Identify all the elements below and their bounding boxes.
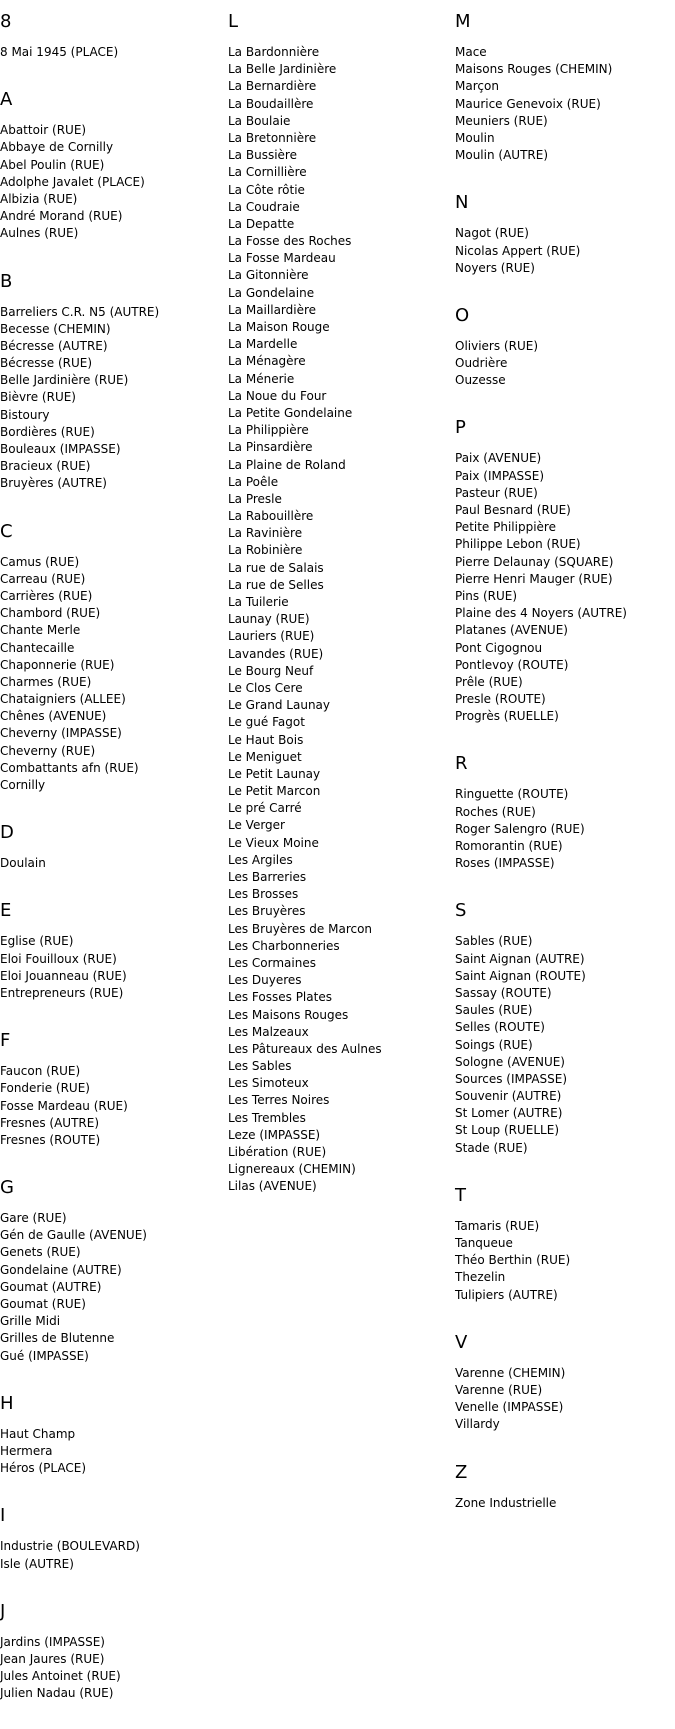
street-link[interactable]: Les Maisons Rouges bbox=[228, 1007, 349, 1022]
street-link[interactable]: La Maillardière bbox=[228, 302, 317, 317]
street-link[interactable]: Meuniers (RUE) bbox=[455, 113, 548, 128]
letter-section bbox=[455, 10, 667, 164]
street-link[interactable]: La Bernardière bbox=[228, 79, 317, 94]
street-link[interactable]: Sables (RUE) bbox=[455, 934, 533, 949]
section-letter-heading: Z bbox=[455, 1461, 468, 1483]
street-link[interactable]: Becesse (CHEMIN) bbox=[0, 321, 111, 336]
street-link[interactable]: Sologne (AVENUE) bbox=[455, 1054, 565, 1069]
street-link[interactable]: Presle (ROUTE) bbox=[455, 692, 546, 707]
street-link[interactable]: Les Bruyères de Marcon bbox=[228, 921, 373, 936]
street-list bbox=[0, 304, 212, 493]
street-list bbox=[0, 1426, 212, 1478]
street-link[interactable]: Théo Berthin (RUE) bbox=[455, 1253, 571, 1268]
street-link[interactable]: La Cornillière bbox=[228, 165, 307, 180]
street-link[interactable]: Roger Salengro (RUE) bbox=[455, 821, 585, 836]
street-link[interactable]: La Coudraie bbox=[228, 199, 300, 214]
street-link[interactable]: Paix (AVENUE) bbox=[455, 451, 542, 466]
street-link[interactable]: Chataigniers (ALLEE) bbox=[0, 692, 126, 707]
street-link[interactable]: St Loup (RUELLE) bbox=[455, 1123, 560, 1138]
street-link[interactable]: St Lomer (AUTRE) bbox=[455, 1106, 563, 1121]
street-link[interactable]: Les Terres Noires bbox=[228, 1093, 330, 1108]
street-link[interactable]: La Fosse des Roches bbox=[228, 234, 352, 249]
street-link[interactable]: La Côte rôtie bbox=[228, 182, 305, 197]
street-link[interactable]: Cornilly bbox=[0, 778, 46, 792]
street-link[interactable]: Saules (RUE) bbox=[455, 1003, 533, 1018]
street-link[interactable]: Cheverny (IMPASSE) bbox=[0, 726, 122, 741]
street-link[interactable]: Nagot (RUE) bbox=[455, 226, 529, 241]
street-link[interactable]: Marçon bbox=[455, 79, 499, 94]
street-link[interactable]: La Pinsardière bbox=[228, 440, 313, 455]
street-link[interactable]: Charmes (RUE) bbox=[0, 674, 92, 689]
street-list bbox=[455, 786, 667, 872]
letter-section bbox=[0, 1600, 212, 1703]
street-link[interactable]: Le Bourg Neuf bbox=[228, 663, 314, 678]
street-link[interactable]: Paul Besnard (RUE) bbox=[455, 503, 571, 517]
street-list bbox=[455, 450, 667, 725]
section-letter-heading: P bbox=[455, 417, 466, 439]
street-link[interactable]: Gén de Gaulle (AVENUE) bbox=[0, 1228, 147, 1243]
section-letter-heading: F bbox=[0, 1030, 11, 1052]
street-link[interactable]: Bécresse (RUE) bbox=[0, 356, 93, 371]
street-link[interactable]: La Philippière bbox=[228, 423, 309, 438]
letter-section bbox=[455, 416, 667, 725]
street-link[interactable]: La Bardonnière bbox=[228, 45, 320, 59]
street-link[interactable]: Libération (RUE) bbox=[228, 1145, 327, 1159]
index-column bbox=[228, 10, 440, 1223]
street-link[interactable]: Fonderie (RUE) bbox=[0, 1081, 90, 1096]
letter-section bbox=[0, 1176, 212, 1365]
street-link[interactable]: La Bussière bbox=[228, 148, 297, 163]
section-letter-heading: J bbox=[0, 1600, 6, 1622]
street-link[interactable]: Bièvre (RUE) bbox=[0, 390, 76, 405]
street-link[interactable]: Pierre Henri Mauger (RUE) bbox=[455, 571, 613, 586]
street-link[interactable]: La Robinière bbox=[228, 543, 303, 558]
index-column bbox=[455, 10, 667, 1539]
letter-section bbox=[0, 1392, 212, 1478]
section-letter-heading: R bbox=[455, 753, 468, 775]
street-link[interactable]: Pontlevoy (ROUTE) bbox=[455, 657, 569, 672]
street-list bbox=[455, 1365, 667, 1434]
street-link[interactable]: Nicolas Appert (RUE) bbox=[455, 243, 581, 258]
street-link[interactable]: Belle Jardinière (RUE) bbox=[0, 373, 129, 388]
street-link[interactable]: Lauriers (RUE) bbox=[228, 629, 315, 644]
street-link[interactable]: Chênes (AVENUE) bbox=[0, 709, 107, 724]
street-link[interactable]: Le Petit Marcon bbox=[228, 784, 321, 799]
street-link[interactable]: Le Vieux Moine bbox=[228, 835, 319, 850]
street-link[interactable]: Zone Industrielle bbox=[455, 1495, 557, 1510]
street-link[interactable]: Thezelin bbox=[455, 1270, 506, 1285]
index-column bbox=[0, 10, 212, 1729]
street-link[interactable]: La Rabouillère bbox=[228, 509, 314, 524]
street-link[interactable]: Le Meniguet bbox=[228, 749, 302, 764]
street-link[interactable]: Petite Philippière bbox=[455, 520, 556, 535]
street-link[interactable]: Les Simoteux bbox=[228, 1076, 309, 1091]
street-link[interactable]: La Poêle bbox=[228, 474, 279, 489]
street-list bbox=[0, 1063, 212, 1149]
street-link[interactable]: Sources (IMPASSE) bbox=[455, 1071, 568, 1086]
street-link[interactable]: Abbaye de Cornilly bbox=[0, 140, 114, 155]
street-link[interactable]: Le Haut Bois bbox=[228, 732, 304, 747]
street-link[interactable]: Les Fosses Plates bbox=[228, 990, 332, 1005]
street-link[interactable]: Lilas (AVENUE) bbox=[228, 1179, 317, 1194]
street-link[interactable]: Bistoury bbox=[0, 407, 50, 422]
street-link[interactable]: Les Barreries bbox=[228, 870, 307, 884]
street-link[interactable]: Maisons Rouges (CHEMIN) bbox=[455, 62, 613, 77]
street-list bbox=[455, 1495, 667, 1512]
street-link[interactable]: Le Grand Launay bbox=[228, 698, 330, 713]
street-link[interactable]: Paix (IMPASSE) bbox=[455, 468, 545, 483]
street-link[interactable]: Launay (RUE) bbox=[228, 612, 310, 627]
street-link[interactable]: La Boulaie bbox=[228, 113, 291, 128]
street-list bbox=[0, 122, 212, 242]
street-list bbox=[0, 554, 212, 795]
street-link[interactable]: Haut Champ bbox=[0, 1426, 76, 1441]
street-link[interactable]: Jules Antoinet (RUE) bbox=[0, 1669, 121, 1684]
street-link[interactable]: Les Sables bbox=[228, 1059, 292, 1074]
street-link[interactable]: Aulnes (RUE) bbox=[0, 226, 79, 241]
letter-section bbox=[455, 1184, 667, 1304]
street-link[interactable]: Hermera bbox=[0, 1443, 53, 1458]
street-list bbox=[0, 1538, 212, 1572]
street-link[interactable]: Romorantin (RUE) bbox=[455, 839, 563, 853]
street-link[interactable]: Les Brosses bbox=[228, 887, 299, 902]
street-link[interactable]: Oudrière bbox=[455, 356, 508, 371]
street-link[interactable]: Cheverny (RUE) bbox=[0, 743, 96, 758]
street-link[interactable]: Industrie (BOULEVARD) bbox=[0, 1539, 140, 1554]
street-link[interactable]: Julien Nadau (RUE) bbox=[0, 1686, 114, 1701]
street-link[interactable]: Goumat (AUTRE) bbox=[0, 1279, 102, 1294]
street-link[interactable]: Goumat (RUE) bbox=[0, 1297, 86, 1311]
street-link[interactable]: La Gondelaine bbox=[228, 285, 315, 300]
street-link[interactable]: Les Cormaines bbox=[228, 955, 316, 970]
street-link[interactable]: Bruyères (AUTRE) bbox=[0, 476, 107, 491]
street-link[interactable]: Sassay (ROUTE) bbox=[455, 985, 552, 1000]
street-link[interactable]: Eloi Fouilloux (RUE) bbox=[0, 951, 117, 966]
section-letter-heading: S bbox=[455, 900, 467, 922]
street-link[interactable]: Combattants afn (RUE) bbox=[0, 760, 139, 775]
street-link[interactable]: Mace bbox=[455, 45, 487, 59]
street-link[interactable]: Fresnes (AUTRE) bbox=[0, 1115, 99, 1130]
section-letter-heading: H bbox=[0, 1392, 14, 1414]
street-link[interactable]: La Tuilerie bbox=[228, 595, 289, 609]
street-link[interactable]: Varenne (CHEMIN) bbox=[455, 1365, 566, 1380]
street-link[interactable]: La Presle bbox=[228, 491, 282, 506]
street-link[interactable]: Gondelaine (AUTRE) bbox=[0, 1262, 122, 1277]
street-link[interactable]: Tanqueue bbox=[455, 1236, 513, 1250]
street-list bbox=[228, 44, 440, 1196]
street-link[interactable]: Pont Cigognou bbox=[455, 640, 543, 655]
street-link[interactable]: Villardy bbox=[455, 1417, 500, 1432]
street-link[interactable]: La Boudaillère bbox=[228, 96, 314, 111]
street-link[interactable]: André Morand (RUE) bbox=[0, 209, 123, 224]
street-link[interactable]: Le Petit Launay bbox=[228, 766, 321, 781]
section-letter-heading: V bbox=[455, 1331, 468, 1353]
street-link[interactable]: Gare (RUE) bbox=[0, 1211, 67, 1226]
section-letter-heading: B bbox=[0, 270, 13, 292]
street-link[interactable]: La Depatte bbox=[228, 216, 295, 231]
street-link[interactable]: Faucon (RUE) bbox=[0, 1064, 81, 1079]
street-link[interactable]: Varenne (RUE) bbox=[455, 1382, 543, 1397]
section-letter-heading: A bbox=[0, 89, 13, 111]
street-link[interactable]: La Noue du Four bbox=[228, 388, 327, 403]
street-link[interactable]: Adolphe Javalet (PLACE) bbox=[0, 174, 145, 189]
street-link[interactable]: Eglise (RUE) bbox=[0, 934, 74, 949]
street-link[interactable]: Platanes (AVENUE) bbox=[455, 623, 568, 638]
letter-section bbox=[455, 1461, 667, 1512]
letter-section bbox=[0, 520, 212, 795]
street-link[interactable]: Carrières (RUE) bbox=[0, 588, 93, 603]
letter-section bbox=[0, 821, 212, 872]
street-link[interactable]: Héros (PLACE) bbox=[0, 1461, 87, 1476]
street-link[interactable]: Chante Merle bbox=[0, 623, 81, 638]
street-link[interactable]: La Plaine de Roland bbox=[228, 457, 346, 472]
street-link[interactable]: Lavandes (RUE) bbox=[228, 646, 324, 661]
street-link[interactable]: Les Bruyères bbox=[228, 904, 306, 919]
street-link[interactable]: Le Verger bbox=[228, 818, 285, 833]
street-link[interactable]: Doulain bbox=[0, 856, 46, 871]
street-link[interactable]: Noyers (RUE) bbox=[455, 260, 535, 275]
section-letter-heading: M bbox=[455, 11, 471, 32]
street-link[interactable]: La Bretonnière bbox=[228, 130, 317, 145]
street-link[interactable]: Prêle (RUE) bbox=[455, 674, 523, 689]
street-link[interactable]: La Fosse Mardeau bbox=[228, 251, 336, 266]
street-link[interactable]: Les Pâtureaux des Aulnes bbox=[228, 1041, 382, 1056]
street-list bbox=[0, 44, 212, 61]
street-link[interactable]: Les Malzeaux bbox=[228, 1024, 309, 1039]
street-link[interactable]: Tulipiers (AUTRE) bbox=[455, 1287, 558, 1302]
street-link[interactable]: Les Duyeres bbox=[228, 973, 302, 988]
street-link[interactable]: Abattoir (RUE) bbox=[0, 123, 87, 138]
street-link[interactable]: La Mardelle bbox=[228, 337, 298, 352]
street-link[interactable]: Eloi Jouanneau (RUE) bbox=[0, 968, 127, 983]
street-link[interactable]: Fosse Mardeau (RUE) bbox=[0, 1098, 128, 1113]
street-list bbox=[455, 44, 667, 164]
street-link[interactable]: Ouzesse bbox=[455, 373, 506, 388]
street-list bbox=[0, 855, 212, 872]
street-link[interactable]: Le gué Fagot bbox=[228, 715, 305, 730]
letter-section bbox=[0, 270, 212, 493]
street-link[interactable]: Genets (RUE) bbox=[0, 1245, 81, 1260]
street-link[interactable]: Abel Poulin (RUE) bbox=[0, 157, 105, 172]
street-link[interactable]: Selles (ROUTE) bbox=[455, 1020, 545, 1035]
letter-section bbox=[0, 899, 212, 1002]
street-link[interactable]: Saint Aignan (AUTRE) bbox=[455, 951, 585, 966]
street-link[interactable]: Ringuette (ROUTE) bbox=[455, 787, 569, 802]
street-link[interactable]: Isle (AUTRE) bbox=[0, 1556, 74, 1571]
section-letter-heading: N bbox=[455, 192, 469, 214]
letter-section bbox=[0, 10, 212, 61]
street-link[interactable]: La Ménerie bbox=[228, 371, 295, 386]
section-letter-heading: E bbox=[0, 900, 12, 922]
street-list bbox=[455, 1218, 667, 1304]
street-link[interactable]: Les Argiles bbox=[228, 852, 293, 867]
section-letter-heading: I bbox=[0, 1505, 6, 1527]
street-link[interactable]: 8 Mai 1945 (PLACE) bbox=[0, 45, 119, 59]
street-link[interactable]: La rue de Salais bbox=[228, 560, 324, 575]
section-letter-heading: O bbox=[455, 304, 470, 326]
street-link[interactable]: Moulin bbox=[455, 130, 495, 145]
street-link[interactable]: Lignereaux (CHEMIN) bbox=[228, 1162, 356, 1177]
street-link[interactable]: La Ménagère bbox=[228, 354, 306, 369]
street-link[interactable]: Roches (RUE) bbox=[455, 804, 536, 819]
street-link[interactable]: La rue de Selles bbox=[228, 577, 324, 592]
street-link[interactable]: Les Trembles bbox=[228, 1110, 306, 1125]
section-letter-heading: G bbox=[0, 1177, 14, 1199]
street-link[interactable]: Souvenir (AUTRE) bbox=[455, 1089, 562, 1104]
street-link[interactable]: Carreau (RUE) bbox=[0, 571, 86, 586]
street-link[interactable]: La Maison Rouge bbox=[228, 320, 330, 334]
street-link[interactable]: Leze (IMPASSE) bbox=[228, 1127, 321, 1142]
letter-section bbox=[0, 88, 212, 242]
street-link[interactable]: La Ravinière bbox=[228, 526, 303, 541]
letter-section bbox=[0, 1029, 212, 1149]
letter-section bbox=[455, 899, 667, 1156]
street-link[interactable]: Bouleaux (IMPASSE) bbox=[0, 442, 121, 456]
street-link[interactable]: Bécresse (AUTRE) bbox=[0, 338, 108, 353]
street-link[interactable]: Grille Midi bbox=[0, 1314, 61, 1329]
street-link[interactable]: Bracieux (RUE) bbox=[0, 459, 91, 474]
street-link[interactable]: La Gitonnière bbox=[228, 268, 309, 283]
street-link[interactable]: Chambord (RUE) bbox=[0, 606, 101, 621]
street-link[interactable]: Jardins (IMPASSE) bbox=[0, 1634, 105, 1649]
street-link[interactable]: Venelle (IMPASSE) bbox=[455, 1400, 564, 1415]
street-link[interactable]: Moulin (AUTRE) bbox=[455, 148, 548, 163]
street-link[interactable]: Camus (RUE) bbox=[0, 554, 80, 569]
street-link[interactable]: Fresnes (ROUTE) bbox=[0, 1132, 101, 1147]
street-list bbox=[0, 1634, 212, 1703]
street-link[interactable]: Jean Jaures (RUE) bbox=[0, 1651, 105, 1666]
street-list bbox=[0, 933, 212, 1002]
street-link[interactable]: Tamaris (RUE) bbox=[455, 1218, 540, 1233]
street-link[interactable]: Bordières (RUE) bbox=[0, 424, 95, 439]
street-link[interactable]: Stade (RUE) bbox=[455, 1140, 528, 1155]
street-list bbox=[0, 1210, 212, 1365]
street-link[interactable]: La Petite Gondelaine bbox=[228, 405, 353, 420]
street-link[interactable]: Le pré Carré bbox=[228, 801, 302, 816]
letter-section bbox=[455, 752, 667, 872]
street-link[interactable]: Les Charbonneries bbox=[228, 938, 340, 953]
street-link[interactable]: Pasteur (RUE) bbox=[455, 485, 538, 500]
section-letter-heading: D bbox=[0, 822, 14, 844]
letter-section bbox=[455, 191, 667, 277]
street-link[interactable]: Philippe Lebon (RUE) bbox=[455, 537, 581, 552]
street-link[interactable]: Roses (IMPASSE) bbox=[455, 856, 555, 871]
street-link[interactable]: Maurice Genevoix (RUE) bbox=[455, 96, 601, 111]
letter-section bbox=[455, 304, 667, 390]
street-link[interactable]: Gué (IMPASSE) bbox=[0, 1348, 89, 1363]
street-link[interactable]: Chantecaille bbox=[0, 640, 75, 655]
street-link[interactable]: Albizia (RUE) bbox=[0, 191, 78, 206]
street-link[interactable]: Soings (RUE) bbox=[455, 1037, 533, 1052]
street-link[interactable]: Pins (RUE) bbox=[455, 588, 518, 603]
street-link[interactable]: Plaine des 4 Noyers (AUTRE) bbox=[455, 606, 627, 621]
letter-section bbox=[228, 10, 440, 1196]
street-list bbox=[455, 338, 667, 390]
section-letter-heading: T bbox=[455, 1184, 466, 1206]
street-link[interactable]: Entrepreneurs (RUE) bbox=[0, 985, 124, 1000]
street-link[interactable]: Chaponnerie (RUE) bbox=[0, 657, 115, 672]
street-link[interactable]: Saint Aignan (ROUTE) bbox=[455, 968, 586, 983]
street-list bbox=[455, 933, 667, 1156]
section-letter-heading: C bbox=[0, 520, 13, 542]
letter-section bbox=[455, 1331, 667, 1434]
section-letter-heading: L bbox=[228, 11, 239, 32]
street-link[interactable]: Barreliers C.R. N5 (AUTRE) bbox=[0, 304, 160, 319]
section-letter-heading: 8 bbox=[0, 11, 12, 32]
street-list bbox=[455, 225, 667, 277]
letter-section bbox=[0, 1504, 212, 1572]
street-link[interactable]: Progrès (RUELLE) bbox=[455, 709, 559, 724]
street-link[interactable]: Pierre Delaunay (SQUARE) bbox=[455, 554, 614, 569]
street-link[interactable]: Oliviers (RUE) bbox=[455, 338, 538, 353]
street-link[interactable]: Grilles de Blutenne bbox=[0, 1331, 115, 1346]
street-link[interactable]: La Belle Jardinière bbox=[228, 62, 337, 77]
street-link[interactable]: Le Clos Cere bbox=[228, 680, 303, 695]
